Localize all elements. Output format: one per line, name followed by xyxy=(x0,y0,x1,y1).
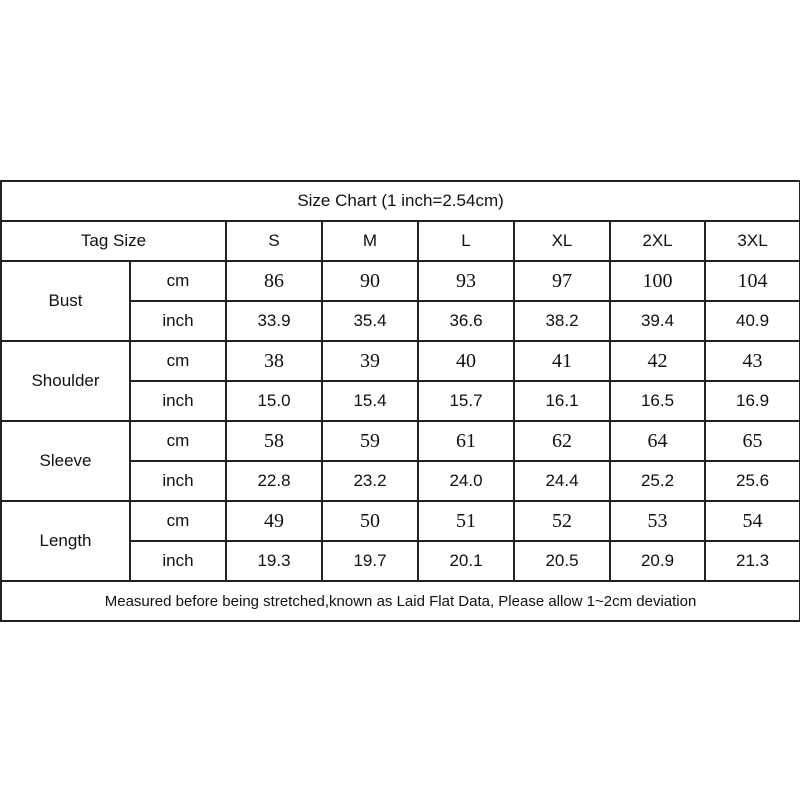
unit-label-cm: cm xyxy=(130,261,226,301)
table-cell: 25.6 xyxy=(705,461,800,501)
table-cell: 64 xyxy=(610,421,705,461)
table-cell: 15.0 xyxy=(226,381,322,421)
unit-label-inch: inch xyxy=(130,541,226,581)
table-cell: 49 xyxy=(226,501,322,541)
table-cell: 15.7 xyxy=(418,381,514,421)
size-header-3xl: 3XL xyxy=(705,221,800,261)
table-cell: 90 xyxy=(322,261,418,301)
size-header-xl: XL xyxy=(514,221,610,261)
table-cell: 42 xyxy=(610,341,705,381)
size-chart xyxy=(0,180,800,620)
table-cell: 40 xyxy=(418,341,514,381)
table-cell: 20.9 xyxy=(610,541,705,581)
table-cell: 25.2 xyxy=(610,461,705,501)
measure-label-length: Length xyxy=(1,501,130,581)
table-cell: 53 xyxy=(610,501,705,541)
table-cell: 50 xyxy=(322,501,418,541)
table-cell: 22.8 xyxy=(226,461,322,501)
measure-label-shoulder: Shoulder xyxy=(1,341,130,421)
table-cell: 16.5 xyxy=(610,381,705,421)
footnote-row xyxy=(1,581,800,621)
table-cell: 19.7 xyxy=(322,541,418,581)
table-cell: 24.4 xyxy=(514,461,610,501)
table-cell: 54 xyxy=(705,501,800,541)
size-header-s: S xyxy=(226,221,322,261)
measure-label-sleeve: Sleeve xyxy=(1,421,130,501)
table-cell: 19.3 xyxy=(226,541,322,581)
table-cell: 16.9 xyxy=(705,381,800,421)
footnote: Measured before being stretched,known as Laid Flat Data, Please allow 1~2cm deviation xyxy=(1,581,800,621)
table-cell: 33.9 xyxy=(226,301,322,341)
chart-title: Size Chart (1 inch=2.54cm) xyxy=(1,181,800,221)
table-cell: 38 xyxy=(226,341,322,381)
table-cell: 36.6 xyxy=(418,301,514,341)
table-cell: 38.2 xyxy=(514,301,610,341)
table-cell: 86 xyxy=(226,261,322,301)
header-row xyxy=(1,221,800,261)
table-cell: 52 xyxy=(514,501,610,541)
unit-label-inch: inch xyxy=(130,461,226,501)
table-row xyxy=(1,421,800,461)
table-cell: 93 xyxy=(418,261,514,301)
table-cell: 20.1 xyxy=(418,541,514,581)
table-cell: 100 xyxy=(610,261,705,301)
table-cell: 39 xyxy=(322,341,418,381)
size-header-2xl: 2XL xyxy=(610,221,705,261)
size-header-l: L xyxy=(418,221,514,261)
table-cell: 40.9 xyxy=(705,301,800,341)
table-cell: 15.4 xyxy=(322,381,418,421)
table-cell: 21.3 xyxy=(705,541,800,581)
size-header-m: M xyxy=(322,221,418,261)
table-cell: 24.0 xyxy=(418,461,514,501)
table-cell: 51 xyxy=(418,501,514,541)
unit-label-cm: cm xyxy=(130,421,226,461)
table-cell: 20.5 xyxy=(514,541,610,581)
table-cell: 39.4 xyxy=(610,301,705,341)
table-cell: 104 xyxy=(705,261,800,301)
title-row xyxy=(1,181,800,221)
table-cell: 97 xyxy=(514,261,610,301)
table-cell: 41 xyxy=(514,341,610,381)
table-cell: 23.2 xyxy=(322,461,418,501)
size-chart-table xyxy=(0,180,800,622)
table-cell: 61 xyxy=(418,421,514,461)
table-row xyxy=(1,261,800,301)
table-cell: 43 xyxy=(705,341,800,381)
table-cell: 59 xyxy=(322,421,418,461)
table-cell: 62 xyxy=(514,421,610,461)
table-cell: 58 xyxy=(226,421,322,461)
unit-label-cm: cm xyxy=(130,501,226,541)
table-row xyxy=(1,501,800,541)
measure-label-bust: Bust xyxy=(1,261,130,341)
unit-label-inch: inch xyxy=(130,381,226,421)
table-cell: 65 xyxy=(705,421,800,461)
unit-label-cm: cm xyxy=(130,341,226,381)
tag-size-label: Tag Size xyxy=(1,221,226,261)
table-row xyxy=(1,341,800,381)
unit-label-inch: inch xyxy=(130,301,226,341)
table-cell: 16.1 xyxy=(514,381,610,421)
table-cell: 35.4 xyxy=(322,301,418,341)
